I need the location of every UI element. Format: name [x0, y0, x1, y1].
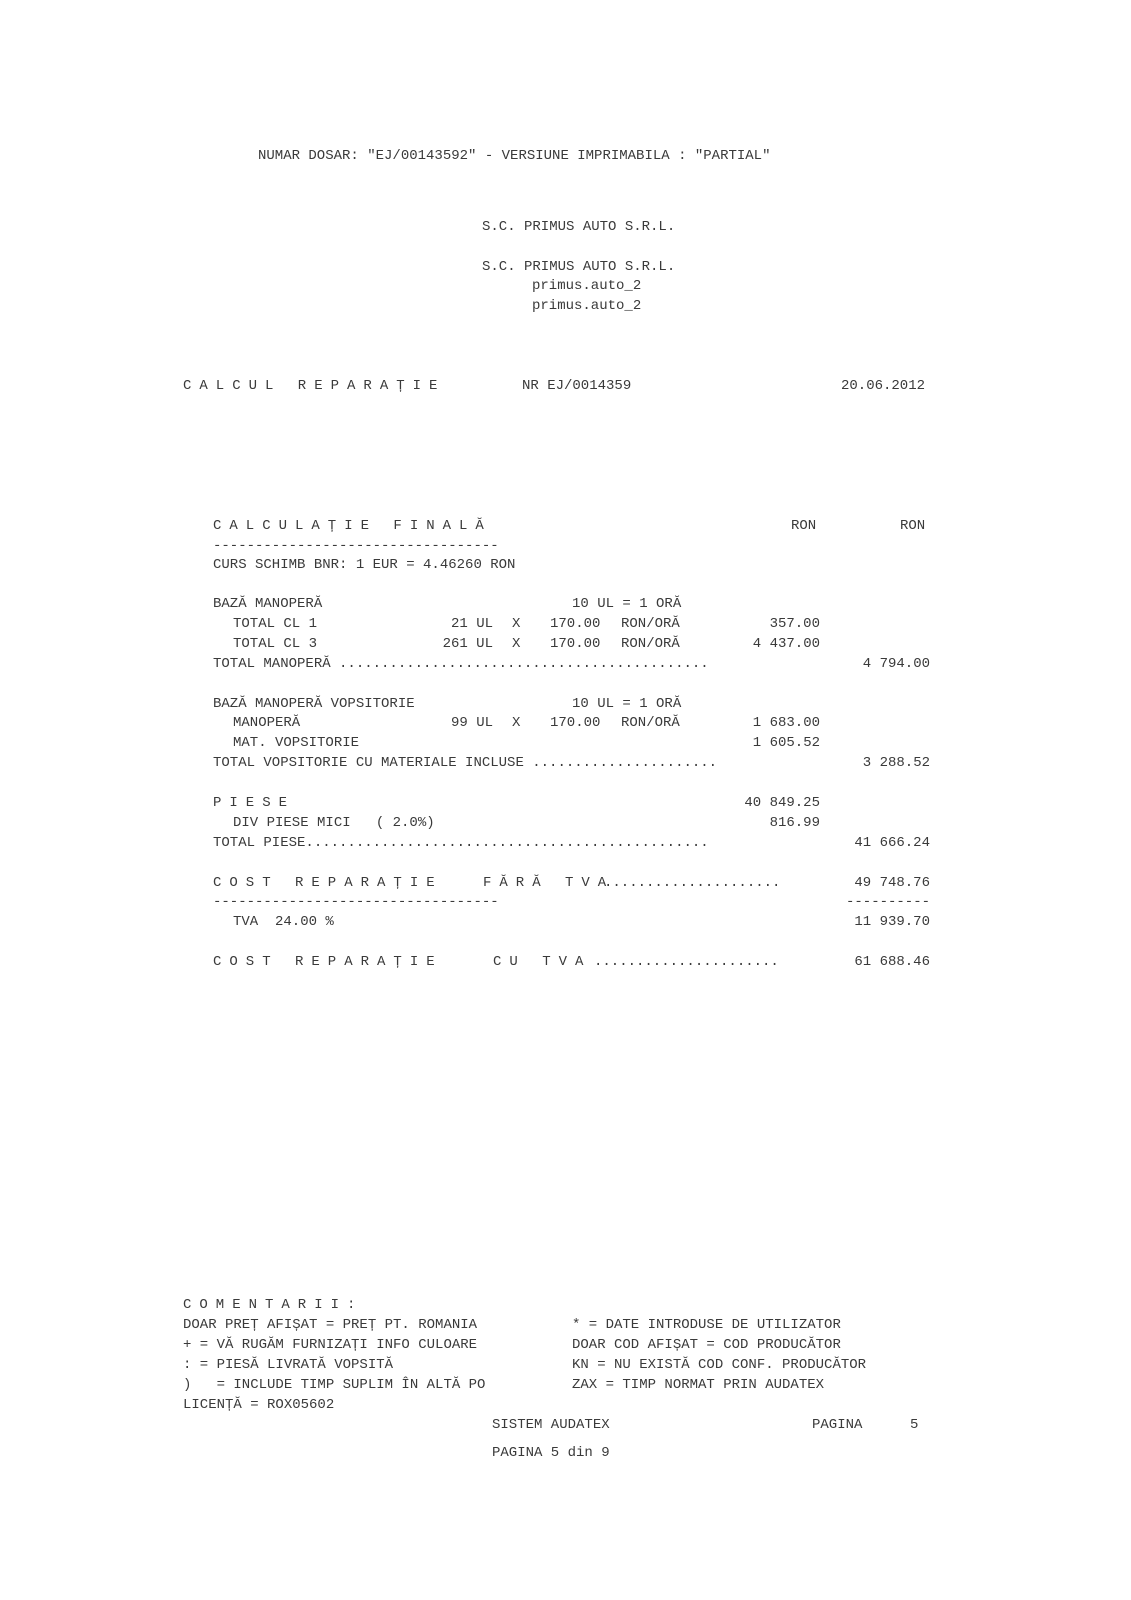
labor-row-label: TOTAL CL 1: [233, 616, 318, 632]
comment-line: ) = INCLUDE TIMP SUPLIM ÎN ALTĂ PO: [183, 1377, 486, 1393]
labor-total: 4 794.00: [862, 656, 930, 672]
labor-row-unit: RON/ORĂ: [621, 636, 680, 652]
page-label: PAGINA: [812, 1417, 863, 1433]
company-name: S.C. PRIMUS AUTO S.R.L.: [482, 219, 676, 235]
labor-total-label: TOTAL MANOPERĂ ............................................: [213, 656, 709, 672]
col-header-ron-2: RON: [900, 518, 926, 534]
comment-line: DOAR PREȚ AFIȘAT = PREȚ PT. ROMANIA: [183, 1317, 478, 1333]
user-name-2: primus.auto_2: [532, 298, 642, 314]
labor-row-rate: 170.00: [550, 616, 601, 632]
cost-with-vat-total: 61 688.46: [854, 954, 930, 970]
parts-total-label: TOTAL PIESE................................................: [213, 835, 709, 851]
cost-with-vat-dots: ......................: [594, 954, 779, 970]
labor-row-amount: 357.00: [769, 616, 820, 632]
title-underline: ----------------------------------: [213, 538, 499, 554]
page-of-total: PAGINA 5 din 9: [492, 1445, 610, 1461]
labor-base-label: BAZĂ MANOPERĂ: [213, 596, 323, 612]
paint-labor-units: 99 UL: [450, 715, 493, 731]
separator-right: ----------: [845, 894, 930, 910]
paint-material-amount: 1 605.52: [752, 735, 820, 751]
paint-base-label: BAZĂ MANOPERĂ VOPSITORIE: [213, 696, 415, 712]
license-line: LICENȚĂ = ROX05602: [183, 1397, 335, 1413]
paint-labor-rate: 170.00: [550, 715, 601, 731]
comment-line: DOAR COD AFIȘAT = COD PRODUCĂTOR: [572, 1337, 841, 1353]
cost-no-vat-dots: .....................: [604, 875, 781, 891]
vat-label: TVA 24.00 %: [233, 914, 334, 930]
parts-total: 41 666.24: [854, 835, 930, 851]
company-name-2: S.C. PRIMUS AUTO S.R.L.: [482, 259, 676, 275]
dossier-line: NUMAR DOSAR: "EJ/00143592" - VERSIUNE IMPRIMABILA : "PARTIAL": [258, 148, 771, 164]
col-header-ron-1: RON: [791, 518, 817, 534]
paint-labor-unit: RON/ORĂ: [621, 715, 680, 731]
cost-no-vat-total: 49 748.76: [854, 875, 930, 891]
user-name: primus.auto_2: [532, 278, 642, 294]
paint-labor-label: MANOPERĂ: [233, 715, 301, 731]
paint-labor-amount: 1 683.00: [752, 715, 820, 731]
calc-title: CALCUL REPARAȚIE: [183, 378, 446, 394]
vat-amount: 11 939.70: [854, 914, 930, 930]
parts-amount: 40 849.25: [744, 795, 820, 811]
small-parts-label: DIV PIESE MICI ( 2.0%): [233, 815, 435, 831]
labor-row-units: 21 UL: [450, 616, 493, 632]
labor-row-rate: 170.00: [550, 636, 601, 652]
cost-no-vat-suffix: FĂRĂ TVA: [483, 875, 615, 891]
labor-row-x: X: [512, 616, 521, 632]
small-parts-amount: 816.99: [769, 815, 820, 831]
paint-total: 3 288.52: [862, 755, 930, 771]
paint-material-label: MAT. VOPSITORIE: [233, 735, 360, 751]
system-name: SISTEM AUDATEX: [492, 1417, 610, 1433]
parts-label: PIESE: [213, 795, 296, 811]
comment-line: + = VĂ RUGĂM FURNIZAȚI INFO CULOARE: [183, 1337, 478, 1353]
calc-number: NR EJ/0014359: [522, 378, 632, 394]
paint-total-label: TOTAL VOPSITORIE CU MATERIALE INCLUSE ......................: [213, 755, 718, 771]
labor-row-amount: 4 437.00: [752, 636, 820, 652]
exchange-rate: CURS SCHIMB BNR: 1 EUR = 4.46260 RON: [213, 557, 516, 573]
page-number: 5: [910, 1417, 919, 1433]
separator-left: ----------------------------------: [213, 894, 499, 910]
comment-line: : = PIESĂ LIVRATĂ VOPSITĂ: [183, 1357, 394, 1373]
labor-row-label: TOTAL CL 3: [233, 636, 318, 652]
paint-base-rate: 10 UL = 1 ORĂ: [572, 696, 682, 712]
paint-labor-x: X: [512, 715, 521, 731]
cost-no-vat-label: COST REPARAȚIE: [213, 875, 443, 891]
labor-row-units: 261 UL: [442, 636, 493, 652]
comments-title: COMENTARII:: [183, 1297, 364, 1313]
cost-with-vat-label: COST REPARAȚIE: [213, 954, 443, 970]
labor-row-unit: RON/ORĂ: [621, 616, 680, 632]
cost-with-vat-suffix: CU TVA: [493, 954, 592, 970]
comment-line: ZAX = TIMP NORMAT PRIN AUDATEX: [572, 1377, 825, 1393]
final-title: CALCULAȚIE FINALĂ: [213, 518, 492, 534]
comment-line: * = DATE INTRODUSE DE UTILIZATOR: [572, 1317, 841, 1333]
calc-date: 20.06.2012: [841, 378, 926, 394]
comment-line: KN = NU EXISTĂ COD CONF. PRODUCĂTOR: [572, 1357, 867, 1373]
labor-base-rate: 10 UL = 1 ORĂ: [572, 596, 682, 612]
labor-row-x: X: [512, 636, 521, 652]
